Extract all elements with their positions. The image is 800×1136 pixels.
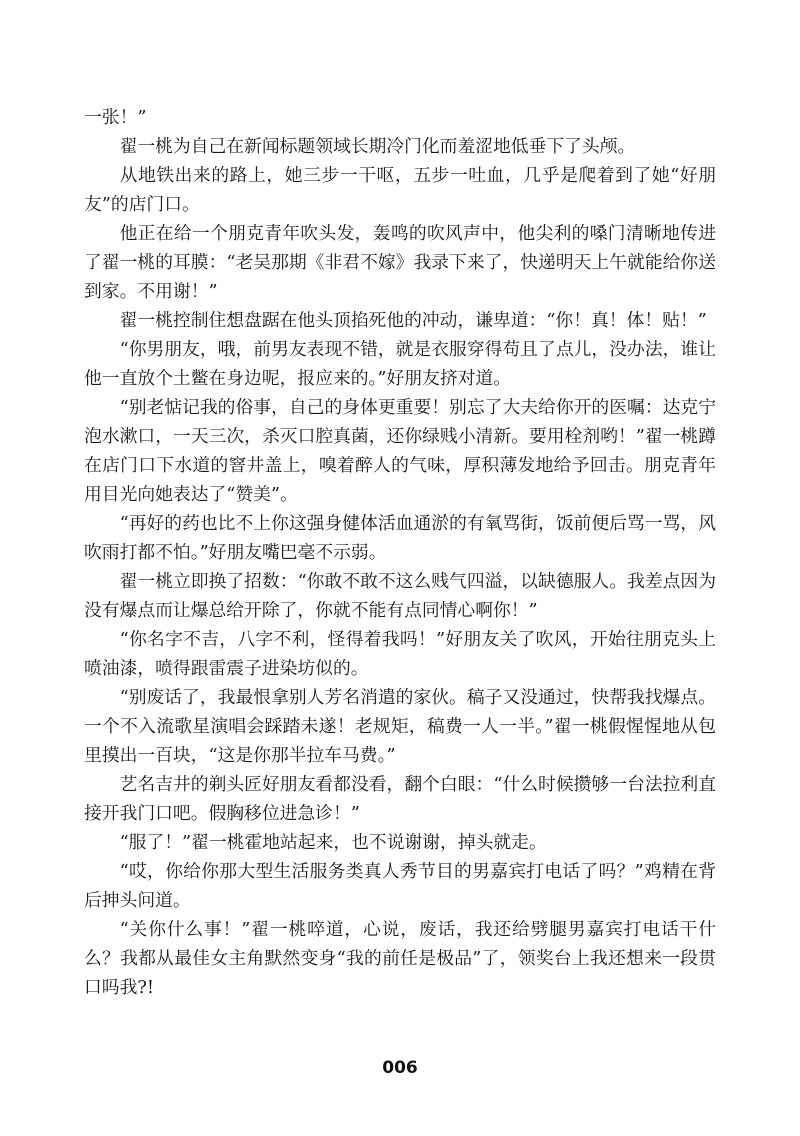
paragraph-3: 从地铁出来的路上，她三步一干呕，五步一吐血，几乎是爬着到了她“好朋友”的店门口。 <box>84 165 716 215</box>
paragraph-10: “你名字不吉，八字不利，怪得着我吗！”好朋友关了吹风，开始往朋克头上喷油漆，喷得跟雷震子进染坊似的。 <box>84 629 716 679</box>
paragraph-12: 艺名吉井的剃头匠好朋友看都没看，翻个白眼：“什么时候攒够一台法拉利直接开我门口吧。假胸移位进急诊！” <box>84 774 716 824</box>
paragraph-5: 翟一桃控制住想盘踞在他头顶掐死他的冲动，谦卑道：“你！真！体！贴！” <box>119 310 707 331</box>
paragraph-11: “别废话了，我最恨拿别人芳名消遣的家伙。稿子又没通过，快帮我找爆点。一个不入流歌星演唱会踩踏未遂！老规矩，稿费一人一半。”翟一桃假惺惺地从包里摸出一百块，“这是你那半拉车马费。” <box>84 687 716 766</box>
paragraph-8: “再好的药也比不上你这强身健体活血通淤的有氧骂街，饭前便后骂一骂，风吹雨打都不怕。”好朋友嘴巴毫不示弱。 <box>84 513 716 563</box>
paragraph-6: “你男朋友，哦，前男友表现不错，就是衣服穿得苟且了点儿，没办法，谁让他一直放个土鳖在身边呢，报应来的。”好朋友挤对道。 <box>84 339 716 389</box>
paragraph-7: “别老惦记我的俗事，自己的身体更重要！别忘了大夫给你开的医嘱：达克宁泡水漱口，一天三次，杀灭口腔真菌，还你绿贱小清新。要用栓剂哟！”翟一桃蹲在店门口下水道的窨井盖上，嗅着醉人的气味，厚积薄发地给予回击。朋克青年用目光向她表达了“赞美”。 <box>84 397 716 505</box>
page-number: 006 <box>382 1058 418 1078</box>
body-text <box>84 103 716 1002</box>
paragraph-13: “服了！”翟一桃霍地站起来，也不说谢谢，掉头就走。 <box>119 832 547 853</box>
paragraph-14: “哎，你给你那大型生活服务类真人秀节目的男嘉宾打电话了吗？”鸡精在背后抻头问道。 <box>84 861 716 911</box>
paragraph-4: 他正在给一个朋克青年吹头发，轰鸣的吹风声中，他尖利的嗓门清晰地传进了翟一桃的耳膜：“老吴那期《非君不嫁》我录下来了，快递明天上午就能给你送到家。不用谢！” <box>84 223 716 302</box>
paragraph-9: 翟一桃立即换了招数：“你敢不敢不这么贱气四溢，以缺德服人。我差点因为没有爆点而让爆总给开除了，你就不能有点同情心啊你！” <box>84 571 716 621</box>
paragraph-1: 一张！” <box>84 107 147 128</box>
paragraph-15: “关你什么事！”翟一桃啐道，心说，废话，我还给劈腿男嘉宾打电话干什么？我都从最佳女主角默然变身“我的前任是极品”了，领奖台上我还想来一段贯口吗我?! <box>84 919 716 998</box>
paragraph-2: 翟一桃为自己在新闻标题领域长期冷门化而羞涩地低垂下了头颅。 <box>119 136 636 157</box>
